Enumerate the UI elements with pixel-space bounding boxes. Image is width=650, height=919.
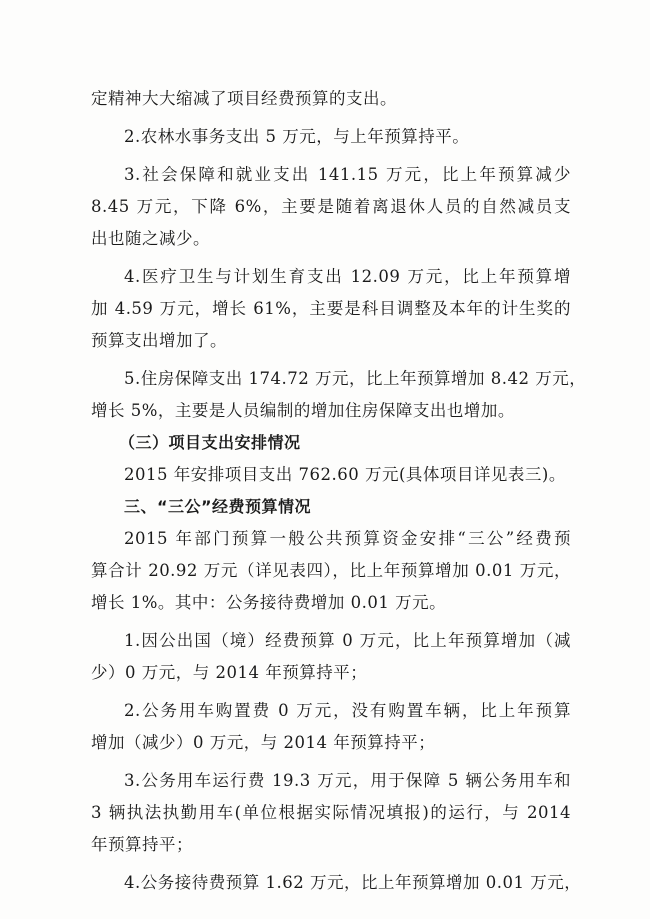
text-line: 增加（减少）0 万元，与 2014 年预算持平； xyxy=(91,733,436,752)
text-line: 1.因公出国（境）经费预算 0 万元，比上年预算增加（减 xyxy=(124,631,571,650)
section-heading: （三）项目支出安排情况 xyxy=(119,433,301,452)
text-line: 4.公务接待费预算 1.62 万元，比上年预算增加 0.01 万元， xyxy=(124,873,582,892)
text-line: 预算支出增加了。 xyxy=(91,331,227,350)
text-line: 2.公务用车购置费 0 万元，没有购置车辆，比上年预算 xyxy=(124,701,571,720)
text-line: 2.农林水事务支出 5 万元，与上年预算持平。 xyxy=(124,127,470,146)
text-line: 3.社会保障和就业支出 141.15 万元，比上年预算减少 xyxy=(124,165,571,184)
text-line: 增长 1%。其中：公务接待费增加 0.01 万元。 xyxy=(91,593,447,612)
text-line: 年预算持平； xyxy=(91,835,193,854)
text-line: 增长 5%，主要是人员编制的增加住房保障支出也增加。 xyxy=(91,401,515,420)
text-line: 4.医疗卫生与计划生育支出 12.09 万元，比上年预算增 xyxy=(124,267,571,286)
text-line: 出也随之减少。 xyxy=(91,229,210,248)
text-line: 定精神大大缩减了项目经费预算的支出。 xyxy=(91,89,397,108)
text-line: 3.公务用车运行费 19.3 万元，用于保障 5 辆公务用车和 xyxy=(124,771,571,790)
text-line: 2015 年部门预算一般公共预算资金安排“三公”经费预 xyxy=(124,529,571,548)
section-heading: 三、“三公”经费预算情况 xyxy=(124,497,312,516)
text-line: 算合计 20.92 万元（详见表四），比上年预算增加 0.01 万元， xyxy=(91,561,571,580)
document-body xyxy=(91,86,587,896)
text-line: 2015 年安排项目支出 762.60 万元(具体项目详见表三)。 xyxy=(124,465,566,484)
text-line: 加 4.59 万元，增长 61%，主要是科目调整及本年的计生奖的 xyxy=(91,299,571,318)
text-line: 8.45 万元，下降 6%，主要是随着离退休人员的自然减员支 xyxy=(91,197,571,216)
text-line: 3 辆执法执勤用车(单位根据实际情况填报)的运行，与 2014 xyxy=(91,803,571,822)
text-line: 5.住房保障支出 174.72 万元，比上年预算增加 8.42 万元， xyxy=(124,369,587,388)
text-line: 少）0 万元，与 2014 年预算持平； xyxy=(91,663,368,682)
